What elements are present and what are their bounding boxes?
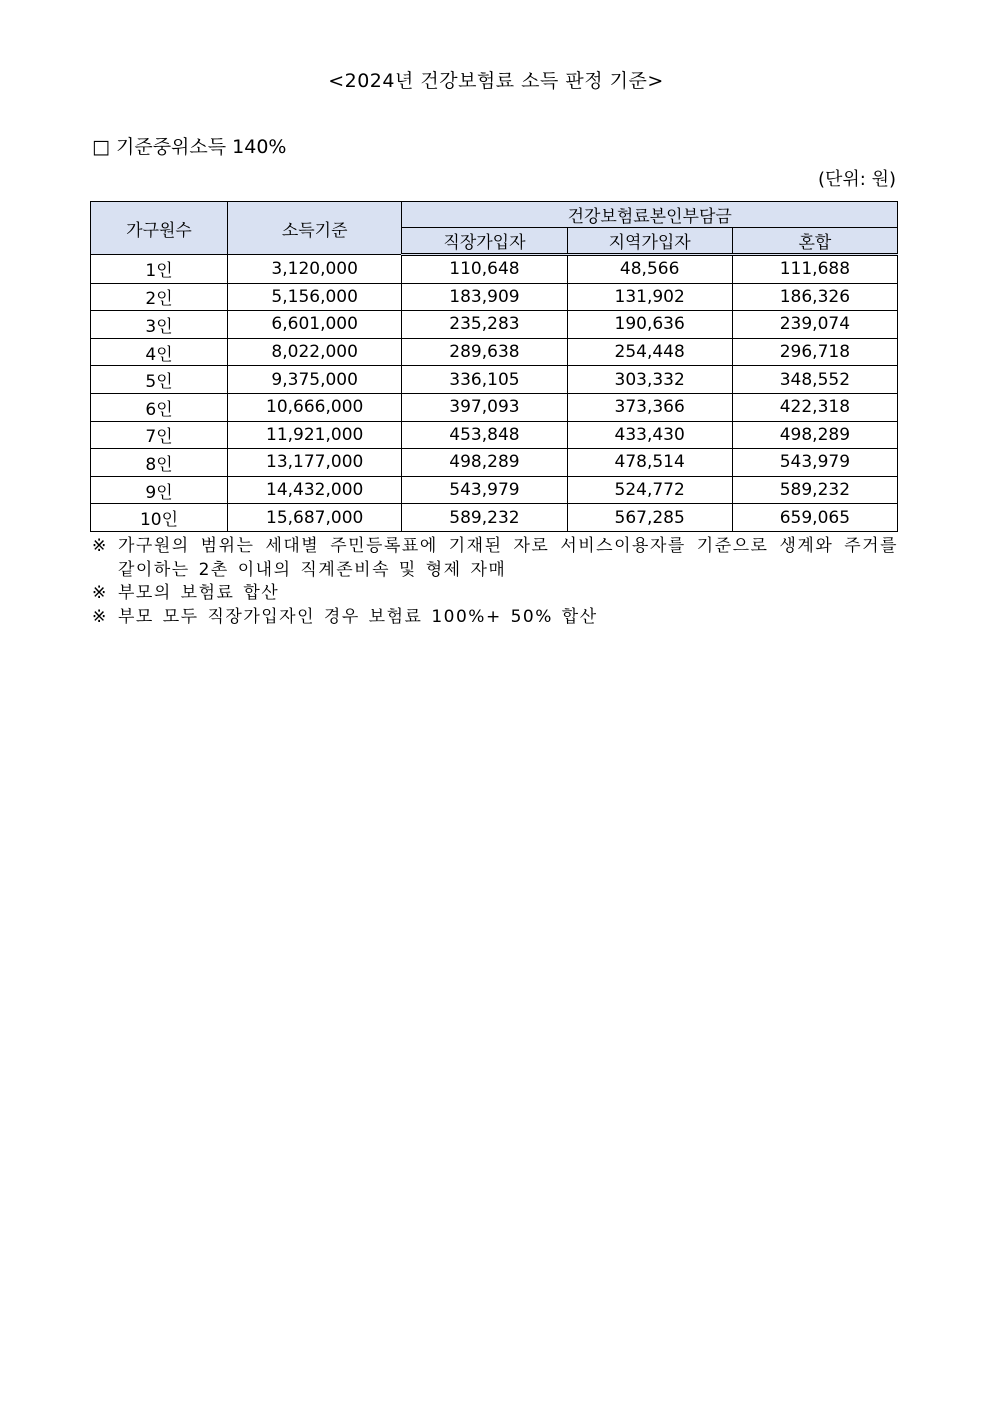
cell-employee: 543,979 xyxy=(402,476,567,504)
note-item xyxy=(92,606,898,630)
cell-employee: 183,909 xyxy=(402,283,567,311)
cell-household: 6인 xyxy=(91,393,228,421)
cell-mixed: 111,688 xyxy=(732,255,897,284)
table-row xyxy=(91,449,898,477)
table-row xyxy=(91,283,898,311)
income-criteria-table xyxy=(90,201,898,532)
cell-regional: 373,366 xyxy=(567,393,732,421)
cell-household: 4인 xyxy=(91,338,228,366)
cell-mixed: 422,318 xyxy=(732,393,897,421)
header-regional: 지역가입자 xyxy=(567,228,732,255)
table-row xyxy=(91,476,898,504)
cell-mixed: 543,979 xyxy=(732,449,897,477)
table-row xyxy=(91,311,898,339)
note-mark: ※ xyxy=(92,583,107,603)
cell-regional: 190,636 xyxy=(567,311,732,339)
note-text: 가구원의 범위는 세대별 주민등록표에 기재된 자로 서비스이용자를 기준으로 생계와 주거를 같이하는 2촌 이내의 직계존비속 및 형제 자매 xyxy=(118,536,898,580)
table-row xyxy=(91,366,898,394)
cell-regional: 254,448 xyxy=(567,338,732,366)
cell-income: 14,432,000 xyxy=(228,476,402,504)
cell-employee: 235,283 xyxy=(402,311,567,339)
cell-employee: 110,648 xyxy=(402,255,567,284)
cell-mixed: 348,552 xyxy=(732,366,897,394)
cell-household: 10인 xyxy=(91,504,228,532)
cell-household: 8인 xyxy=(91,449,228,477)
cell-regional: 303,332 xyxy=(567,366,732,394)
cell-employee: 289,638 xyxy=(402,338,567,366)
header-household: 가구원수 xyxy=(91,202,228,255)
table-body xyxy=(91,255,898,532)
document-title: <2024년 건강보험료 소득 판정 기준> xyxy=(328,70,664,92)
cell-mixed: 589,232 xyxy=(732,476,897,504)
cell-income: 11,921,000 xyxy=(228,421,402,449)
note-mark: ※ xyxy=(92,536,107,556)
cell-employee: 453,848 xyxy=(402,421,567,449)
cell-income: 10,666,000 xyxy=(228,393,402,421)
cell-household: 7인 xyxy=(91,421,228,449)
cell-income: 3,120,000 xyxy=(228,255,402,284)
cell-household: 2인 xyxy=(91,283,228,311)
header-insurance-group: 건강보험료본인부담금 xyxy=(402,202,898,228)
checkbox-icon: □ xyxy=(92,136,110,158)
table-row xyxy=(91,421,898,449)
cell-household: 1인 xyxy=(91,255,228,284)
note-mark: ※ xyxy=(92,606,107,627)
cell-income: 5,156,000 xyxy=(228,283,402,311)
cell-mixed: 239,074 xyxy=(732,311,897,339)
cell-employee: 589,232 xyxy=(402,504,567,532)
header-mixed: 혼합 xyxy=(732,228,897,255)
cell-regional: 433,430 xyxy=(567,421,732,449)
cell-employee: 397,093 xyxy=(402,393,567,421)
cell-mixed: 498,289 xyxy=(732,421,897,449)
cell-household: 3인 xyxy=(91,311,228,339)
cell-income: 6,601,000 xyxy=(228,311,402,339)
notes xyxy=(92,535,898,629)
table-row xyxy=(91,255,898,284)
table-row xyxy=(91,338,898,366)
cell-household: 9인 xyxy=(91,476,228,504)
note-item xyxy=(92,535,898,582)
cell-income: 9,375,000 xyxy=(228,366,402,394)
cell-regional: 131,902 xyxy=(567,283,732,311)
note-text: 부모의 보험료 합산 xyxy=(118,583,280,603)
cell-regional: 524,772 xyxy=(567,476,732,504)
cell-regional: 567,285 xyxy=(567,504,732,532)
cell-income: 15,687,000 xyxy=(228,504,402,532)
table-row xyxy=(91,393,898,421)
cell-income: 8,022,000 xyxy=(228,338,402,366)
section-heading-label: 기준중위소득 140% xyxy=(116,136,287,158)
note-text: 부모 모두 직장가입자인 경우 보험료 100%+ 50% 합산 xyxy=(118,606,598,627)
cell-household: 5인 xyxy=(91,366,228,394)
cell-mixed: 296,718 xyxy=(732,338,897,366)
cell-regional: 48,566 xyxy=(567,255,732,284)
header-income: 소득기준 xyxy=(228,202,402,255)
table-row xyxy=(91,504,898,532)
cell-mixed: 659,065 xyxy=(732,504,897,532)
cell-regional: 478,514 xyxy=(567,449,732,477)
section-heading xyxy=(92,132,286,159)
cell-employee: 336,105 xyxy=(402,366,567,394)
cell-mixed: 186,326 xyxy=(732,283,897,311)
cell-employee: 498,289 xyxy=(402,449,567,477)
header-employee: 직장가입자 xyxy=(402,228,567,255)
unit-label: (단위: 원) xyxy=(818,169,896,190)
cell-income: 13,177,000 xyxy=(228,449,402,477)
note-item xyxy=(92,582,898,606)
